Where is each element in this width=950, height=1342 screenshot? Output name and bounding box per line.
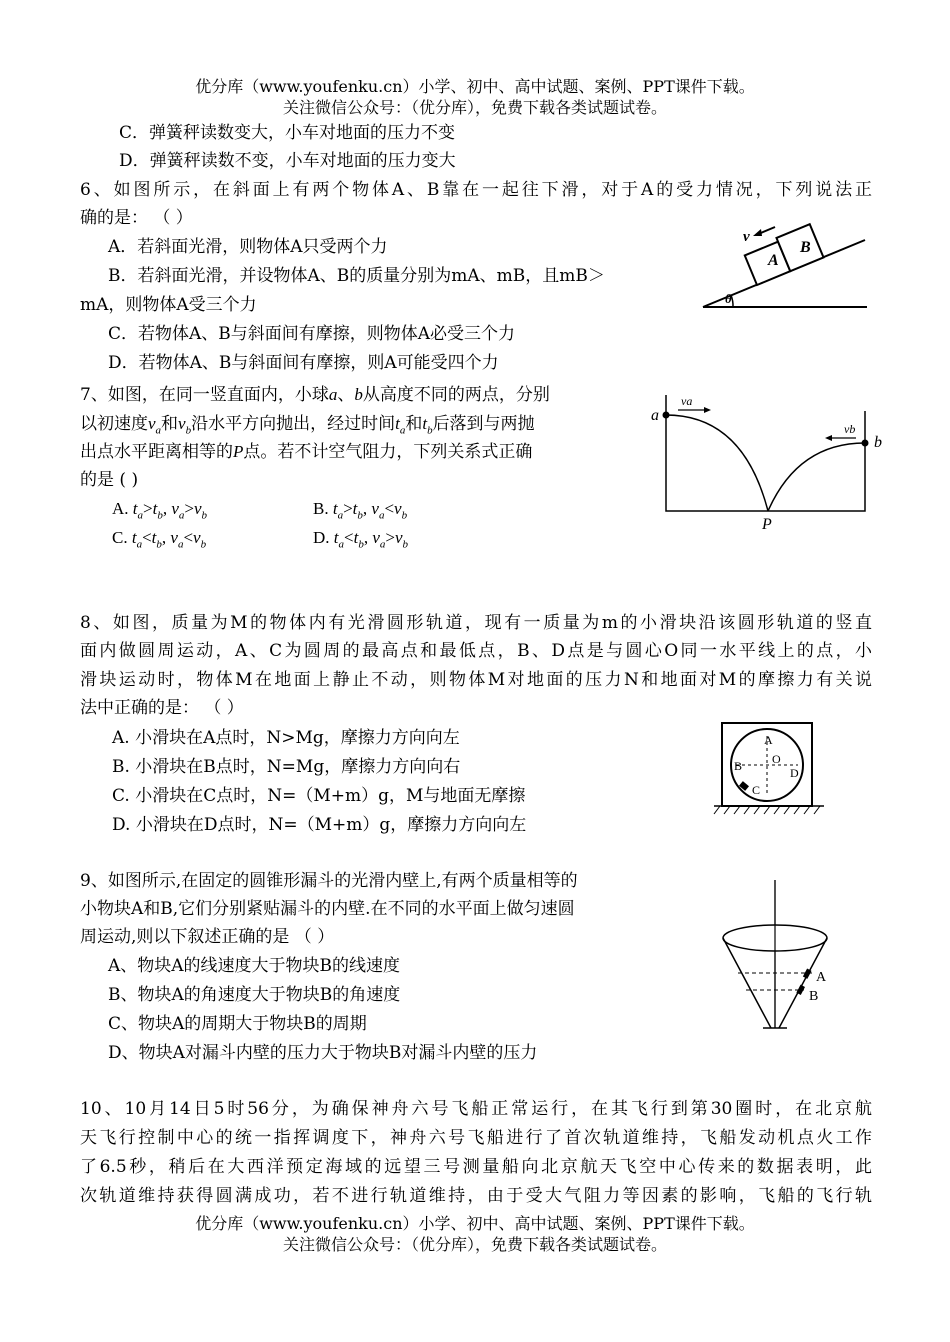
q7-option-b: B. $t_a>t_b$, $v_a<v_b$ <box>313 499 408 522</box>
label-p: P <box>762 516 772 533</box>
q7-stem-line1: 7、如图，在同一竖直面内，小球a、b从高度不同的两点，分别 <box>80 385 550 405</box>
trajectory-b <box>768 443 865 511</box>
q10-stem-line2: 天飞行控制中心的统一指挥调度下，神舟六号飞船进行了首次轨道维持，飞船发动机点火工作 <box>80 1128 872 1148</box>
q6-option-d: D．若物体A、B与斜面间有摩擦，则A可能受四个力 <box>108 353 499 373</box>
q8-stem-line3: 滑块运动时，物体M在地面上静止不动，则物体M对地面的压力N和地面对M的摩擦力有关说 <box>80 670 872 690</box>
trajectory-a <box>666 415 768 511</box>
q6-option-c: C．若物体A、B与斜面间有摩擦，则物体A必受三个力 <box>108 324 516 344</box>
q7-stem-line3: 出点水平距离相等的P点。若不计空气阻力，下列关系式正确 <box>80 442 533 462</box>
q5-option-d: D．弹簧秤读数不变，小车对地面的压力变大 <box>119 151 456 171</box>
page-header-line1: 优分库（www.youfenku.cn）小学、初中、高中试题、案例、PPT课件下载。 <box>195 77 755 96</box>
q8-option-c: C. 小滑块在C点时，N=（M+m）g，M与地面无摩擦 <box>112 786 526 806</box>
ball-a <box>663 412 670 419</box>
velocity-b-label: vb <box>844 422 856 436</box>
q6-incline-figure <box>695 215 875 320</box>
label-b: b <box>874 434 882 451</box>
q7-option-d: D. $t_a<t_b$, $v_a>v_b$ <box>313 528 409 551</box>
q10-stem-line1: 10、10月14日5时56分，为确保神舟六号飞船正常运行，在其飞行到第30圈时，在北京航 <box>80 1099 872 1119</box>
label-b: B <box>809 989 819 1004</box>
q9-stem-line2: 小物块A和B,它们分别紧贴漏斗的内壁.在不同的水平面上做匀速圆 <box>80 899 575 919</box>
ball-b <box>862 440 869 447</box>
q8-option-d: D. 小滑块在D点时，N=（M+m）g，摩擦力方向向左 <box>112 815 527 835</box>
q9-funnel-figure <box>718 878 838 1038</box>
q9-option-d: D、物块A对漏斗内壁的压力大于物块B对漏斗内壁的压力 <box>108 1043 538 1063</box>
q6-stem-line2: 确的是： （ ） <box>80 208 193 228</box>
label-a: a <box>651 407 659 424</box>
label-b: B <box>734 759 743 773</box>
label-o: O <box>772 752 781 766</box>
q7-projectile-figure <box>648 393 888 533</box>
page-footer-line2: 关注微信公众号：（优分库），免费下载各类试题试卷。 <box>282 1235 667 1254</box>
q8-option-b: B. 小滑块在B点时，N=Mg，摩擦力方向向右 <box>112 757 461 777</box>
q9-stem-line1: 9、如图所示,在固定的圆锥形漏斗的光滑内壁上,有两个质量相等的 <box>80 871 578 891</box>
q7-stem-line2: 以初速度$v_a$和$v_b$沿水平方向抛出，经过时间$t_a$和$t_b$后落到与两抛 <box>80 414 535 437</box>
label-a: A <box>764 733 773 747</box>
block-b-label: B <box>800 239 811 256</box>
q8-option-a: A. 小滑块在A点时，N>Mg，摩擦力方向向左 <box>112 728 460 748</box>
q9-option-a: A、物块A的线速度大于物块B的线速度 <box>108 956 401 976</box>
frame-lines <box>666 395 865 511</box>
q8-stem-line2: 面内做圆周运动，A、C为圆周的最高点和最低点，B、D点是与圆心O同一水平线上的点，小 <box>80 641 872 661</box>
page-header-line2: 关注微信公众号：（优分库），免费下载各类试题试卷。 <box>282 98 667 117</box>
q10-stem-line3: 了6.5秒，稍后在大西洋预定海域的远望三号测量船向北京航天飞空中心传来的数据表明，此 <box>80 1157 872 1177</box>
q6-option-a: A．若斜面光滑，则物体A只受两个力 <box>108 237 388 257</box>
label-c: C <box>752 783 761 797</box>
q7-option-c: C. $t_a<t_b$, $v_a<v_b$ <box>112 528 207 551</box>
block-a-label: A <box>768 252 779 269</box>
label-d: D <box>790 766 799 780</box>
q6-option-b-line1: B．若斜面光滑，并设物体A、B的质量分别为mA、mB，且mB＞ <box>108 266 605 286</box>
q9-option-c: C、物块A的周期大于物块B的周期 <box>108 1014 367 1034</box>
q6-stem-line1: 6、如图所示，在斜面上有两个物体A、B靠在一起往下滑，对于A的受力情况，下列说法正 <box>80 180 872 200</box>
incline-theta-label: θ <box>725 291 732 306</box>
q6-option-b-line2: mA，则物体A受三个力 <box>80 295 257 315</box>
velocity-v-label: v <box>743 229 750 245</box>
page-footer-line1: 优分库（www.youfenku.cn）小学、初中、高中试题、案例、PPT课件下载。 <box>195 1214 755 1233</box>
q8-circular-track-figure <box>712 720 827 820</box>
q7-option-a: A. $t_a>t_b$, $v_a>v_b$ <box>112 499 208 522</box>
q5-option-c: C．弹簧秤读数变大，小车对地面的压力不变 <box>119 123 456 143</box>
velocity-a-label: va <box>681 394 693 408</box>
q8-stem-line1: 8、如图，质量为M的物体内有光滑圆形轨道，现有一质量为m的小滑块沿该圆形轨道的竖直 <box>80 613 872 633</box>
q7-stem-line4: 的是 ( ) <box>80 470 139 490</box>
q9-option-b: B、物块A的角速度大于物块B的角速度 <box>108 985 401 1005</box>
q8-stem-line4: 法中正确的是： （ ） <box>80 698 244 718</box>
q10-stem-line4: 次轨道维持获得圆满成功，若不进行轨道维持，由于受大气阻力等因素的影响，飞船的飞行轨 <box>80 1186 872 1206</box>
q9-stem-line3: 周运动,则以下叙述正确的是 （ ） <box>80 927 335 947</box>
label-a: A <box>816 970 827 985</box>
funnel-left-wall <box>723 938 771 1028</box>
